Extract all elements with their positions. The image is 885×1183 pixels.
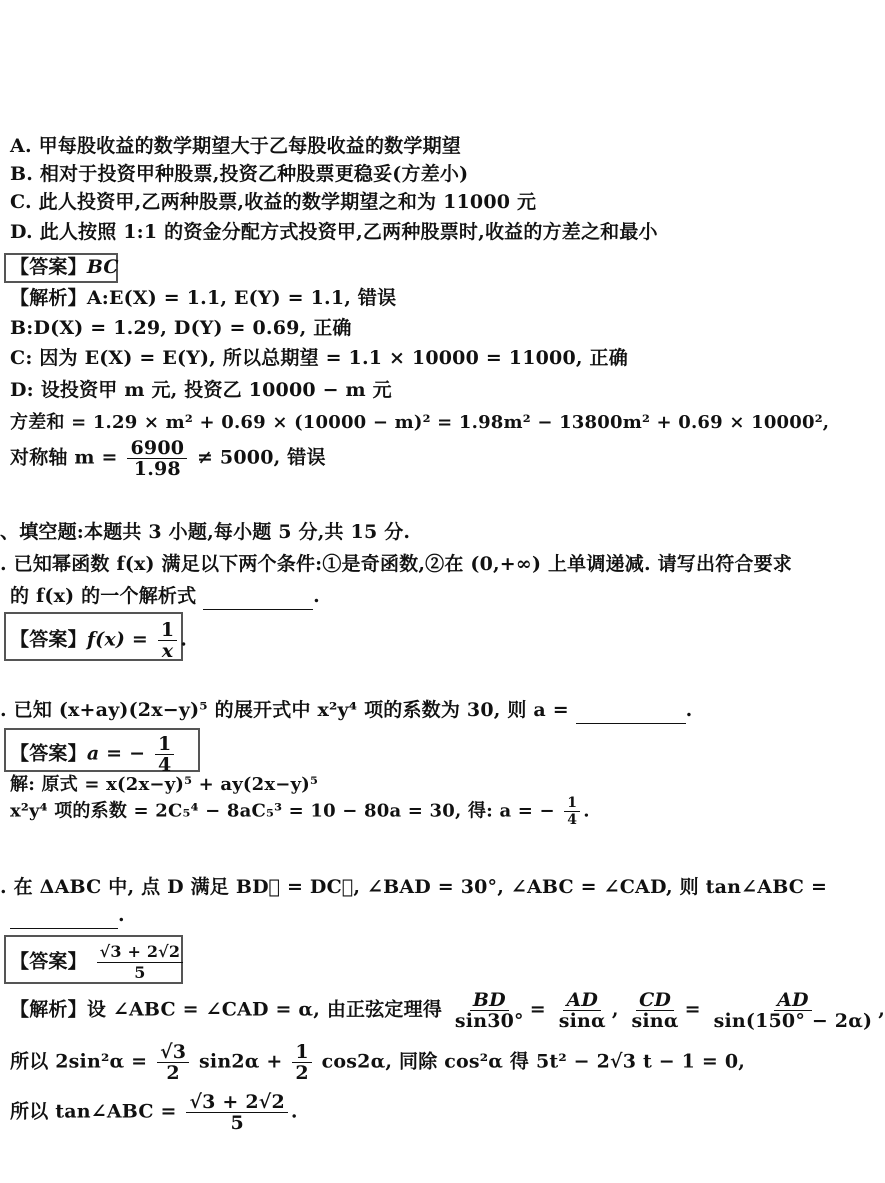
answer-value: BC — [86, 256, 119, 278]
fraction: $\frac{CD}{\sin\alpha}$ — [631, 989, 679, 1032]
fraction: $\frac{BD}{\sin 30^\circ}$ — [454, 989, 524, 1032]
option-d: D. 此人按照 1:1 的资金分配方式投资甲,乙两种股票时,收益的方差之和最小 — [10, 221, 658, 243]
option-b: B. 相对于投资甲种股票,投资乙种股票更稳妥(方差小) — [10, 163, 469, 185]
analysis-line-1: 【解析】A:E(X) = 1.1, E(Y) = 1.1, 错误 — [10, 287, 397, 309]
answer-blank — [10, 902, 118, 929]
analysis-line-2: B:D(X) = 1.29, D(Y) = 0.69, 正确 — [10, 317, 352, 339]
analysis-tag: 【解析】 — [10, 287, 87, 309]
analysis-line-3: C: 因为 E(X) = E(Y), 所以总期望 = 1.1 × 10000 = 11000, 正确 — [10, 347, 628, 369]
answer-blank — [203, 583, 313, 610]
analysis-14-line-3: 所以 tan∠ABC = $\frac{√3 + 2√2}{5}$ . — [10, 1091, 298, 1134]
answer-13: 【答案】a = − $\frac{1}{4}$ — [10, 734, 177, 775]
solution-13-line-1: 解: 原式 = x(2x−y)⁵ + ay(2x−y)⁵ — [10, 774, 319, 795]
option-a: A. 甲每股收益的数学期望大于乙每股收益的数学期望 — [10, 135, 461, 157]
fraction: $\frac{√3 + 2√2}{5}$ — [186, 1092, 287, 1133]
question-13-stem: . 已知 (x+ay)(2x−y)⁵ 的展开式中 x²y⁴ 项的系数为 30, 则 a = . — [0, 697, 693, 724]
fraction: $\frac{1}{4}$ — [564, 795, 580, 828]
analysis-14-line-1: 【解析】设 ∠ABC = ∠CAD = α, 由正弦定理得 $\frac{BD}{\sin 30^\circ}$ = $\frac{AD}{\sin\alpha}$ , $\frac{CD}{\sin\alpha}$ = $\frac{AD}{\sin(150^\circ - 2\alpha)}$ , — [10, 989, 885, 1032]
fraction: $\frac{√3 + 2√2}{5}$ — [97, 942, 184, 983]
analysis-line-5: 方差和 = 1.29 × m² + 0.69 × (10000 − m)² = 1.98m² − 13800m² + 0.69 × 10000², — [10, 412, 830, 433]
question-12-stem-2: 的 f(x) 的一个解析式 . — [10, 583, 320, 610]
fraction: $\frac{1}{2}$ — [292, 1042, 311, 1083]
fraction: $\frac{AD}{\sin\alpha}$ — [558, 989, 606, 1032]
answer-tag: 【答案】 — [10, 950, 87, 973]
answer-blank — [576, 697, 686, 724]
analysis-tag: 【解析】 — [10, 998, 87, 1021]
question-14-stem-2: . — [10, 902, 125, 929]
answer-tag: 【答案】 — [10, 742, 87, 765]
answer-14 — [10, 942, 186, 983]
answer-tag: 【答案】 — [10, 256, 87, 278]
fraction: $\frac{6900}{1.98}$ — [127, 438, 187, 479]
answer-tag: 【答案】 — [10, 628, 87, 651]
option-c: C. 此人投资甲,乙两种股票,收益的数学期望之和为 11000 元 — [10, 191, 537, 213]
fraction: $\frac{AD}{\sin(150^\circ - 2\alpha)}$ — [713, 989, 873, 1032]
answer-1 — [10, 254, 119, 280]
fraction: $\frac{1}{4}$ — [155, 734, 174, 775]
answer-12: 【答案】f(x) = $\frac{1}{x}$ . — [10, 619, 188, 662]
question-14-stem: . 在 ΔABC 中, 点 D 满足 BD⃗ = DC⃗, ∠BAD = 30°, ∠ABC = ∠CAD, 则 tan∠ABC = — [0, 876, 828, 898]
fraction: $\frac{√3}{2}$ — [157, 1042, 189, 1083]
question-12-stem: . 已知幂函数 f(x) 满足以下两个条件:①是奇函数,②在 (0,+∞) 上单调递减. 请写出符合要求 — [0, 553, 792, 575]
analysis-line-4: D: 设投资甲 m 元, 投资乙 10000 − m 元 — [10, 379, 392, 401]
fraction: $\frac{1}{x}$ — [158, 620, 177, 661]
section-heading: 、填空题:本题共 3 小题,每小题 5 分,共 15 分. — [0, 521, 411, 543]
analysis-14-line-2: 所以 2sin²α = $\frac{√3}{2}$ sin2α + $\frac{1}{2}$ cos2α, 同除 cos²α 得 5t² − 2√3 t − 1 = 0, — [10, 1041, 746, 1084]
analysis-line-6: 对称轴 m = $\frac{6900}{1.98}$ ≠ 5000, 错误 — [10, 437, 326, 480]
solution-13-line-2: x²y⁴ 项的系数 = 2C₅⁴ − 8aC₅³ = 10 − 80a = 30, 得: a = − $\frac{1}{4}$ . — [10, 795, 590, 828]
